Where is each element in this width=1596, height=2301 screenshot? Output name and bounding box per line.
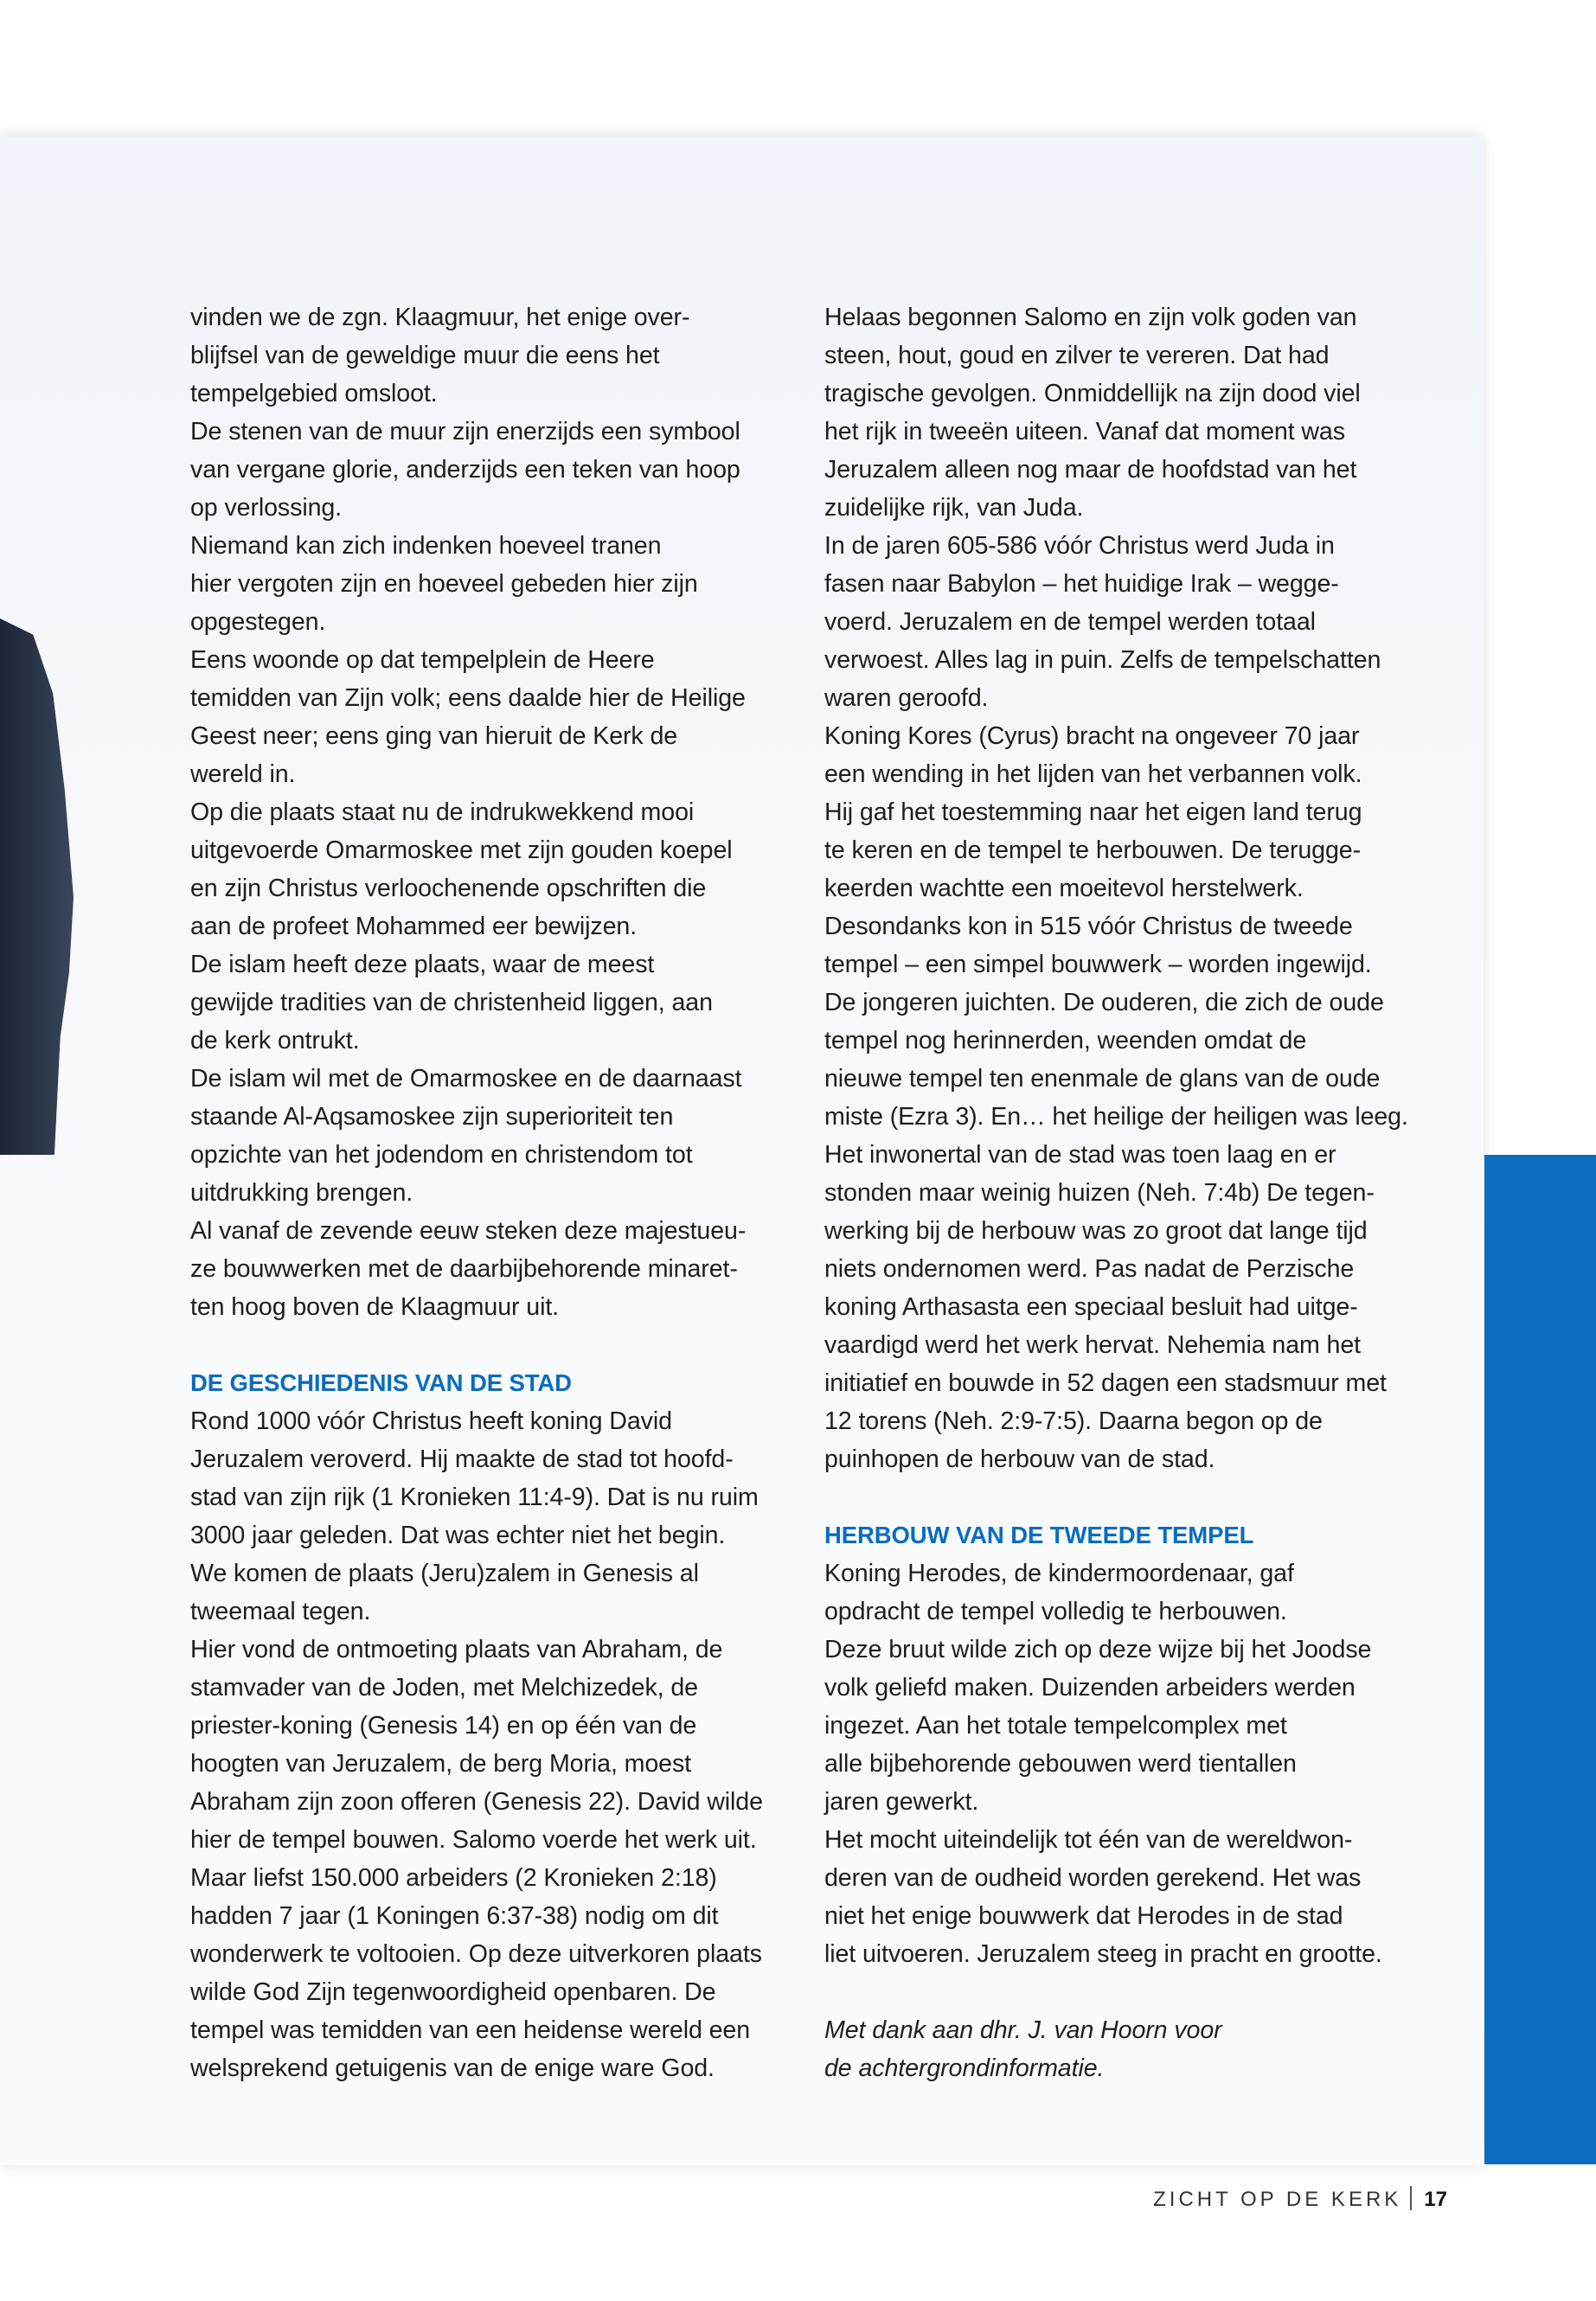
credit-note	[824, 2011, 1413, 2087]
page-footer	[1073, 2186, 1447, 2212]
paragraph	[824, 527, 1413, 717]
text-line: niets ondernomen werd. Pas nadat de Perzische	[824, 1255, 1355, 1283]
text-line: tempel nog herinnerden, weenden omdat de	[824, 1027, 1307, 1054]
text-line: verwoest. Alles lag in puin. Zelfs de tempelschatten	[824, 646, 1381, 674]
text-line: deren van de oudheid worden gerekend. Het was	[824, 1864, 1362, 1892]
text-line: aan de profeet Mohammed eer bewijzen.	[190, 913, 638, 940]
section-heading: HERBOUW VAN DE TWEEDE TEMPEL	[824, 1522, 1254, 1548]
left-column	[190, 298, 770, 2087]
text-line: hadden 7 jaar (1 Koningen 6:37-38) nodig om dit	[190, 1902, 719, 1930]
text-line: Op die plaats staat nu de indrukwekkend mooi	[190, 798, 695, 826]
text-line: Desondanks kon in 515 vóór Christus de tweede	[824, 913, 1353, 940]
text-line: tragische gevolgen. Onmiddellijk na zijn dood viel	[824, 380, 1361, 407]
text-line: tempel was temidden van een heidense wereld een	[190, 2016, 751, 2044]
text-line: Helaas begonnen Salomo en zijn volk goden van	[824, 304, 1357, 331]
text-line: Het mocht uiteindelijk tot één van de wereldwon-	[824, 1826, 1353, 1854]
text-line: De islam wil met de Omarmoskee en de daarnaast	[190, 1065, 742, 1093]
paragraph	[190, 945, 770, 1060]
text-line: tweemaal tegen.	[190, 1598, 371, 1625]
text-line: jaren gewerkt.	[824, 1788, 979, 1816]
text-line: wilde God Zijn tegenwoordigheid openbaren. De	[190, 1978, 716, 2006]
magazine-title: ZICHT OP DE KERK	[1153, 2188, 1402, 2211]
text-line: Eens woonde op dat tempelplein de Heere	[190, 646, 655, 674]
paragraph	[824, 298, 1413, 527]
text-line: steen, hout, goud en zilver te vereren. Dat had	[824, 342, 1330, 369]
text-line: De islam heeft deze plaats, waar de meest	[190, 951, 655, 978]
text-line: puinhopen de herbouw van de stad.	[824, 1445, 1215, 1473]
text-line: De stenen van de muur zijn enerzijds een symbool	[190, 418, 740, 445]
text-line: Jeruzalem alleen nog maar de hoofdstad van het	[824, 456, 1357, 484]
text-line: gewijde tradities van de christenheid liggen, aan	[190, 989, 713, 1016]
paragraph	[190, 793, 770, 945]
text-line: stad van zijn rijk (1 Kronieken 11:4-9). Dat is nu ruim	[190, 1484, 759, 1511]
text-line: Het inwonertal van de stad was toen laag en er	[824, 1141, 1336, 1169]
text-line: ze bouwwerken met de daarbijbehorende minaret-	[190, 1255, 738, 1283]
text-line: Met dank aan dhr. J. van Hoorn voor	[824, 2016, 1222, 2044]
text-line: Al vanaf de zevende eeuw steken deze majestueu-	[190, 1217, 747, 1245]
text-line: en zijn Christus verloochenende opschriften die	[190, 875, 707, 902]
text-line: temidden van Zijn volk; eens daalde hier de Heilige	[190, 684, 746, 712]
text-line: de achtergrondinformatie.	[824, 2054, 1105, 2082]
text-line: ingezet. Aan het totale tempelcomplex met	[824, 1712, 1287, 1740]
text-line: liet uitvoeren. Jeruzalem steeg in pracht en grootte.	[824, 1940, 1382, 1968]
text-line: Hier vond de ontmoeting plaats van Abraham, de	[190, 1636, 723, 1663]
text-line: het rijk in tweeën uiteen. Vanaf dat moment was	[824, 418, 1345, 445]
paragraph	[190, 1060, 770, 1212]
text-line: miste (Ezra 3). En… het heilige der heiligen was leeg.	[824, 1103, 1408, 1131]
text-line: Hij gaf het toestemming naar het eigen land terug	[824, 798, 1362, 826]
text-line: blijfsel van de geweldige muur die eens het	[190, 342, 660, 369]
text-line: Maar liefst 150.000 arbeiders (2 Kronieken 2:18)	[190, 1864, 717, 1892]
text-line: wonderwerk te voltooien. Op deze uitverkoren plaats	[190, 1940, 762, 1968]
text-line: Rond 1000 vóór Christus heeft koning David	[190, 1407, 672, 1435]
text-line: waren geroofd.	[824, 684, 989, 712]
text-line: stonden maar weinig huizen (Neh. 7:4b) De tegen-	[824, 1179, 1375, 1207]
text-line: tempelgebied omsloot.	[190, 380, 438, 407]
text-line: volk geliefd maken. Duizenden arbeiders werden	[824, 1674, 1356, 1702]
page-number: 17	[1424, 2188, 1447, 2211]
footer-divider	[1410, 2186, 1412, 2210]
accent-bar	[1484, 1155, 1596, 2164]
text-line: Abraham zijn zoon offeren (Genesis 22). David wilde	[190, 1788, 763, 1816]
paragraph	[190, 641, 770, 793]
paragraph	[824, 1821, 1413, 1973]
text-line: de kerk ontrukt.	[190, 1027, 360, 1054]
text-line: ten hoog boven de Klaagmuur uit.	[190, 1293, 560, 1321]
text-line: priester-koning (Genesis 14) en op één van de	[190, 1712, 697, 1740]
section-heading: DE GESCHIEDENIS VAN DE STAD	[190, 1369, 572, 1396]
text-line: van vergane glorie, anderzijds een teken van hoop	[190, 456, 740, 484]
paragraph	[190, 298, 770, 413]
text-line: Niemand kan zich indenken hoeveel tranen	[190, 532, 662, 560]
text-line: Koning Kores (Cyrus) bracht na ongeveer 70 jaar	[824, 722, 1360, 750]
text-line: Jeruzalem veroverd. Hij maakte de stad tot hoofd-	[190, 1445, 734, 1473]
paragraph	[824, 717, 1413, 1478]
text-line: wereld in.	[190, 760, 296, 788]
text-line: Deze bruut wilde zich op deze wijze bij het Joodse	[824, 1636, 1372, 1663]
paragraph	[824, 1631, 1413, 1821]
text-line: staande Al-Aqsamoskee zijn superioriteit ten	[190, 1103, 674, 1131]
paragraph	[824, 1554, 1413, 1631]
text-line: tempel – een simpel bouwwerk – worden ingewijd.	[824, 951, 1372, 978]
paragraph	[190, 527, 770, 641]
text-line: vaardigd werd het werk hervat. Nehemia nam het	[824, 1331, 1362, 1359]
text-line: uitdrukking brengen.	[190, 1179, 413, 1207]
text-line: fasen naar Babylon – het huidige Irak – wegge-	[824, 570, 1339, 598]
text-line: niet het enige bouwwerk dat Herodes in de stad	[824, 1902, 1343, 1930]
text-line: op verlossing.	[190, 494, 343, 522]
text-line: een wending in het lijden van het verbannen volk.	[824, 760, 1362, 788]
text-line: werking bij de herbouw was zo groot dat lange tijd	[824, 1217, 1368, 1245]
text-line: alle bijbehorende gebouwen werd tientallen	[824, 1750, 1297, 1778]
text-line: te keren en de tempel te herbouwen. De terugge-	[824, 836, 1361, 864]
text-line: opzichte van het jodendom en christendom tot	[190, 1141, 693, 1169]
text-line: 12 torens (Neh. 2:9-7:5). Daarna begon op de	[824, 1407, 1323, 1435]
paragraph	[190, 413, 770, 527]
text-line: uitgevoerde Omarmoskee met zijn gouden koepel	[190, 836, 733, 864]
text-line: opgestegen.	[190, 608, 326, 636]
right-column	[824, 298, 1413, 2087]
text-line: welsprekend getuigenis van de enige ware God.	[190, 2054, 715, 2082]
text-line: zuidelijke rijk, van Juda.	[824, 494, 1084, 522]
text-line: voerd. Jeruzalem en de tempel werden totaal	[824, 608, 1316, 636]
text-line: stamvader van de Joden, met Melchizedek, de	[190, 1674, 698, 1702]
text-line: hoogten van Jeruzalem, de berg Moria, moest	[190, 1750, 692, 1778]
text-line: hier vergoten zijn en hoeveel gebeden hier zijn	[190, 570, 698, 598]
text-line: initiatief en bouwde in 52 dagen een stadsmuur met	[824, 1369, 1387, 1397]
paragraph	[190, 1631, 770, 2087]
text-line: 3000 jaar geleden. Dat was echter niet het begin.	[190, 1522, 726, 1549]
text-line: In de jaren 605-586 vóór Christus werd Juda in	[824, 532, 1335, 560]
text-line: Geest neer; eens ging van hieruit de Kerk de	[190, 722, 678, 750]
text-line: opdracht de tempel volledig te herbouwen.	[824, 1598, 1287, 1625]
text-line: We komen de plaats (Jeru)zalem in Genesis al	[190, 1560, 699, 1587]
paragraph	[190, 1402, 770, 1631]
text-line: keerden wachtte een moeitevol herstelwerk.	[824, 875, 1304, 902]
text-line: nieuwe tempel ten enenmale de glans van de oude	[824, 1065, 1381, 1093]
text-line: Koning Herodes, de kindermoordenaar, gaf	[824, 1560, 1294, 1587]
text-line: De jongeren juichten. De ouderen, die zich de oude	[824, 989, 1384, 1016]
paragraph	[190, 1212, 770, 1326]
text-line: hier de tempel bouwen. Salomo voerde het werk uit.	[190, 1826, 757, 1854]
text-line: vinden we de zgn. Klaagmuur, het enige over-	[190, 304, 690, 331]
text-line: koning Arthasasta een speciaal besluit had uitge-	[824, 1293, 1358, 1321]
